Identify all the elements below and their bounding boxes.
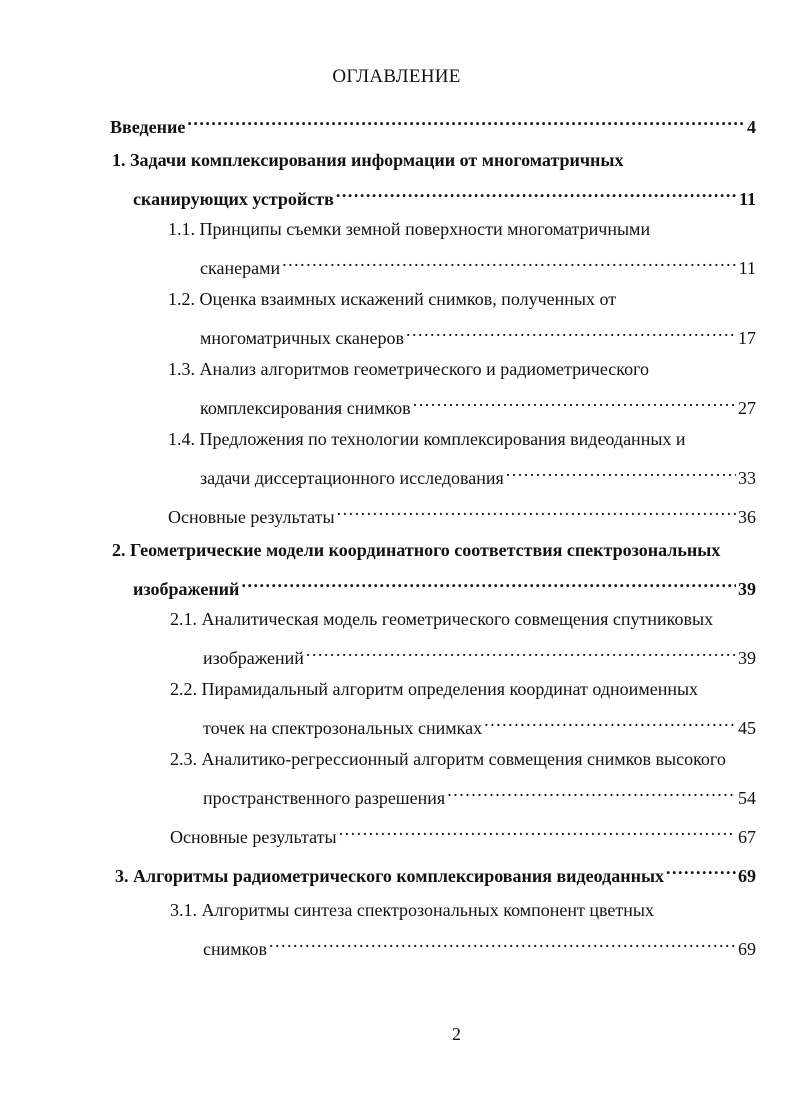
toc-section-1-2-title[interactable] bbox=[168, 287, 616, 311]
toc-page-number: 4 bbox=[747, 117, 756, 137]
toc-entry-text: Основные результаты bbox=[168, 507, 335, 527]
toc-section-3-1-title[interactable] bbox=[170, 898, 654, 922]
toc-entry-text: изображений bbox=[133, 579, 240, 599]
toc-entry-text: 1.3. Анализ алгоритмов геометрического и радиометрического bbox=[168, 359, 650, 379]
dot-leader bbox=[187, 109, 745, 133]
toc-section-2-1-title[interactable] bbox=[170, 607, 713, 631]
toc-results-2[interactable] bbox=[170, 819, 756, 849]
toc-section-2-1[interactable] bbox=[203, 640, 756, 670]
toc-chapter-2[interactable] bbox=[133, 571, 756, 601]
toc-entry-text: 3.1. Алгоритмы синтеза спектрозональных компонент цветных bbox=[170, 900, 654, 920]
toc-chapter-2-title[interactable] bbox=[112, 538, 720, 562]
toc-page-number: 69 bbox=[738, 866, 756, 886]
toc-results-1[interactable] bbox=[168, 499, 756, 529]
toc-section-1-3[interactable] bbox=[200, 390, 756, 420]
dot-leader bbox=[337, 499, 736, 523]
toc-entry-text: 2.2. Пирамидальный алгоритм определения координат одноименных bbox=[170, 679, 699, 699]
toc-entry-text: комплексирования снимков bbox=[200, 398, 411, 418]
dot-leader bbox=[484, 710, 736, 734]
toc-entry-text: сканирующих устройств bbox=[133, 189, 334, 209]
toc-page-number: 45 bbox=[738, 718, 756, 738]
toc-section-3-1[interactable] bbox=[203, 931, 756, 961]
toc-section-2-2[interactable] bbox=[203, 710, 756, 740]
toc-chapter-3[interactable] bbox=[115, 858, 756, 888]
dot-leader bbox=[506, 460, 736, 484]
toc-page-number: 39 bbox=[738, 648, 756, 668]
dot-leader bbox=[339, 819, 736, 843]
toc-page-number: 67 bbox=[738, 827, 756, 847]
toc-entry-text: 1. Задачи комплексирования информации от многоматричных bbox=[112, 150, 624, 170]
toc-entry-text: снимков bbox=[203, 939, 267, 959]
dot-leader bbox=[269, 931, 736, 955]
toc-page-number: 11 bbox=[738, 189, 756, 209]
dot-leader bbox=[413, 390, 736, 414]
toc-page-number: 27 bbox=[738, 398, 756, 418]
toc-entry-text: задачи диссертационного исследования bbox=[200, 468, 504, 488]
toc-chapter-1-title[interactable] bbox=[112, 148, 623, 172]
toc-entry-text: 1.2. Оценка взаимных искажений снимков, полученных от bbox=[168, 289, 617, 309]
toc-section-1-4-title[interactable] bbox=[168, 427, 686, 451]
toc-entry-intro[interactable] bbox=[110, 109, 756, 139]
toc-chapter-1[interactable] bbox=[133, 181, 756, 211]
toc-section-2-3-title[interactable] bbox=[170, 747, 726, 771]
dot-leader bbox=[406, 320, 736, 344]
page-title: ОГЛАВЛЕНИЕ bbox=[332, 66, 461, 87]
toc-section-1-1[interactable] bbox=[200, 250, 756, 280]
toc-entry-text: точек на спектрозональных снимках bbox=[203, 718, 483, 738]
toc-entry-text: сканерами bbox=[200, 258, 281, 278]
dot-leader bbox=[282, 250, 737, 274]
toc-section-1-1-title[interactable] bbox=[168, 217, 650, 241]
toc-section-1-4[interactable] bbox=[200, 460, 756, 490]
toc-page-number: 54 bbox=[738, 788, 756, 808]
toc-page-number: 11 bbox=[738, 258, 756, 278]
toc-page-number: 69 bbox=[738, 939, 756, 959]
toc-section-2-2-title[interactable] bbox=[170, 677, 698, 701]
page-number: 2 bbox=[452, 1024, 461, 1044]
toc-entry-text: многоматричных сканеров bbox=[200, 328, 404, 348]
toc-entry-text: 3. Алгоритмы радиометрического комплексирования видеоданных bbox=[115, 866, 665, 886]
toc-page-number: 17 bbox=[738, 328, 756, 348]
toc-entry-text: 1.1. Принципы съемки земной поверхности многоматричными bbox=[168, 219, 651, 239]
toc-page-number: 39 bbox=[738, 579, 756, 599]
toc-page-number: 36 bbox=[738, 507, 756, 527]
toc-entry-text: 1.4. Предложения по технологии комплексирования видеоданных и bbox=[168, 429, 686, 449]
toc-section-1-2[interactable] bbox=[200, 320, 756, 350]
toc-entry-text: 2.3. Аналитико-регрессионный алгоритм совмещения снимков высокого bbox=[170, 749, 726, 769]
dot-leader bbox=[666, 858, 736, 882]
dot-leader bbox=[241, 571, 736, 595]
dot-leader bbox=[306, 640, 736, 664]
toc-section-1-3-title[interactable] bbox=[168, 357, 649, 381]
dot-leader bbox=[447, 780, 736, 804]
toc-entry-text: 2. Геометрические модели координатного соответствия спектрозональных bbox=[112, 540, 721, 560]
toc-entry-text: изображений bbox=[203, 648, 304, 668]
toc-entry-text: Основные результаты bbox=[170, 827, 337, 847]
dot-leader bbox=[336, 181, 737, 205]
toc-entry-text: Введение bbox=[110, 117, 186, 137]
toc-section-2-3[interactable] bbox=[203, 780, 756, 810]
toc-page-number: 33 bbox=[738, 468, 756, 488]
toc-entry-text: пространственного разрешения bbox=[203, 788, 446, 808]
toc-entry-text: 2.1. Аналитическая модель геометрического совмещения спутниковых bbox=[170, 609, 714, 629]
